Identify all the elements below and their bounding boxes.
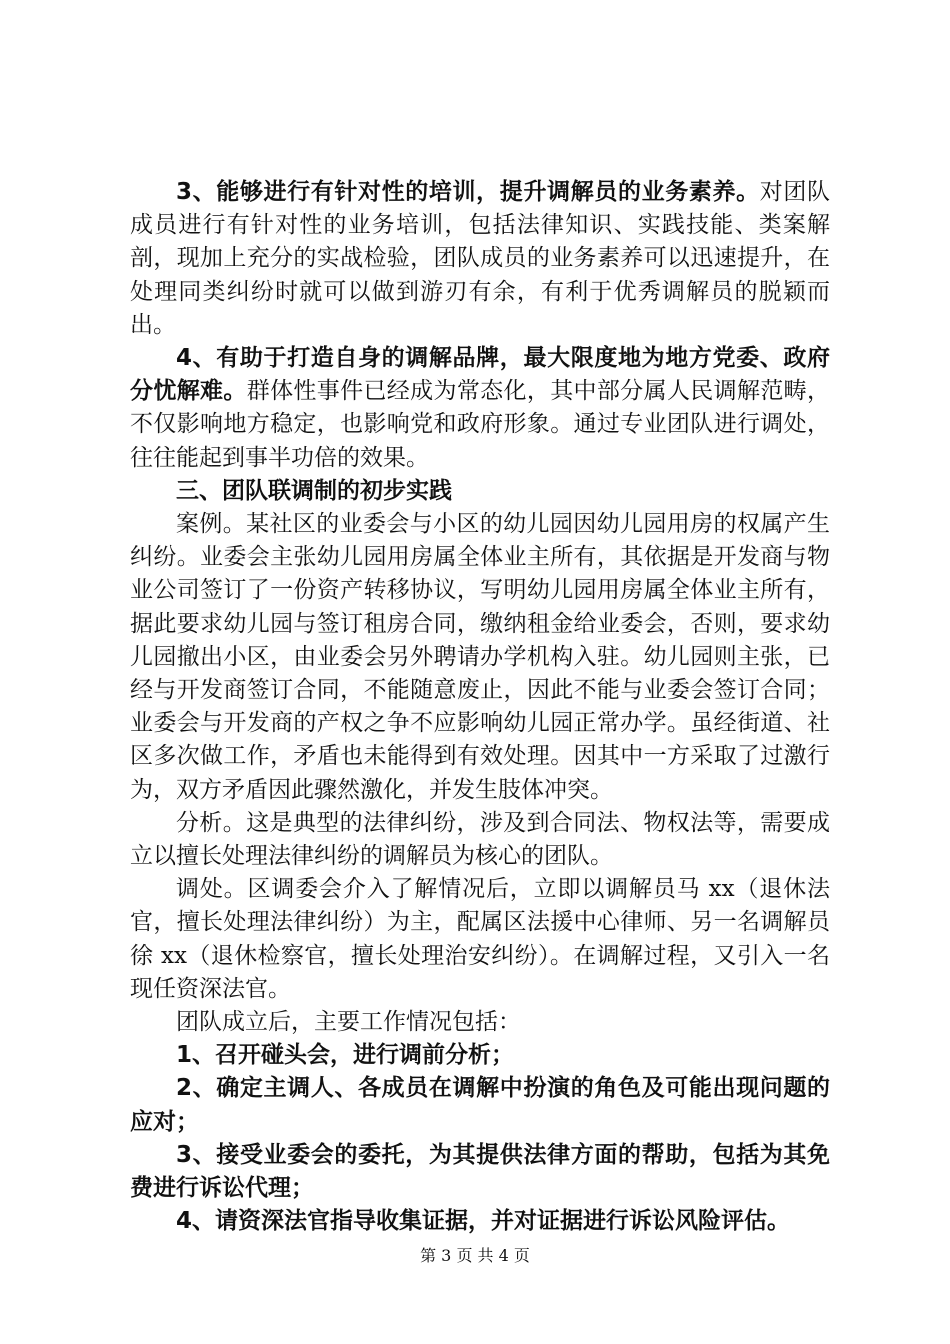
list-item: 4、请资深法官指导收集证据，并对证据进行诉讼风险评估。 — [176, 1208, 791, 1235]
paragraph-analysis: 分析。这是典型的法律纠纷，涉及到合同法、物权法等，需要成立以擅长处理法律纠纷的调解员为核心的团队。 — [130, 809, 830, 870]
section-heading-3: 三、团队联调制的初步实践 — [176, 477, 452, 504]
paragraph-training-text: 对团队成员进行有针对性的业务培训，包括法律知识、实践技能、类案解剖，现加上充分的实战检验，团队成员的业务素养可以迅速提升，在处理同类纠纷时就可以做到游刃有余，有利于优秀调解员的脱颖而出。 — [130, 179, 830, 338]
document-body — [130, 176, 830, 1239]
paragraph-training — [130, 176, 830, 342]
paragraph-case: 案例。某社区的业委会与小区的幼儿园因幼儿园用房的权属产生纠纷。业委会主张幼儿园用房属全体业主所有，其依据是开发商与物业公司签订了一份资产转移协议，写明幼儿园用房属全体业主所有，据此要求幼儿园与签订租房合同，缴纳租金给业委会，否则，要求幼儿园撤出小区，由业委会另外聘请办学机构入驻。幼儿园则主张，已经与开发商签订合同，不能随意废止，因此不能与业委会签订合同；业委会与开发商的产权之争不应影响幼儿园正常办学。虽经街道、社区多次做工作，矛盾也未能得到有效处理。因其中一方采取了过激行为，双方矛盾因此骤然激化，并发生肢体冲突。 — [130, 511, 830, 803]
paragraph-brand-text: 群体性事件已经成为常态化，其中部分属人民调解范畴，不仅影响地方稳定，也影响党和政府形象。通过专业团队进行调处，往往能起到事半功倍的效果。 — [130, 378, 831, 471]
paragraph-team-intro: 团队成立后，主要工作情况包括： — [176, 1009, 521, 1036]
paragraph-brand — [130, 342, 830, 475]
page-footer: 第 3 页 共 4 页 — [420, 1246, 530, 1265]
paragraph-brand-lead: 4、有助于打造自身的调解品牌，最大限度地为地方党委、政府分忧解难。 — [130, 345, 830, 405]
list-item: 3、接受业委会的委托，为其提供法律方面的帮助，包括为其免费进行诉讼代理； — [130, 1141, 830, 1202]
paragraph-training-lead: 3、能够进行有针对性的培训，提升调解员的业务素养。 — [176, 179, 760, 205]
list-item: 1、召开碰头会，进行调前分析； — [176, 1042, 515, 1069]
paragraph-handling: 调处。区调委会介入了解情况后，立即以调解员马 xx（退休法官，擅长处理法律纠纷）为主，配属区法援中心律师、另一名调解员徐 xx（退休检察官，擅长处理治安纠纷）。在调解过程，又引入一名现任资深法官。 — [130, 876, 830, 1002]
list-item: 2、确定主调人、各成员在调解中扮演的角色及可能出现问题的应对； — [130, 1075, 830, 1135]
